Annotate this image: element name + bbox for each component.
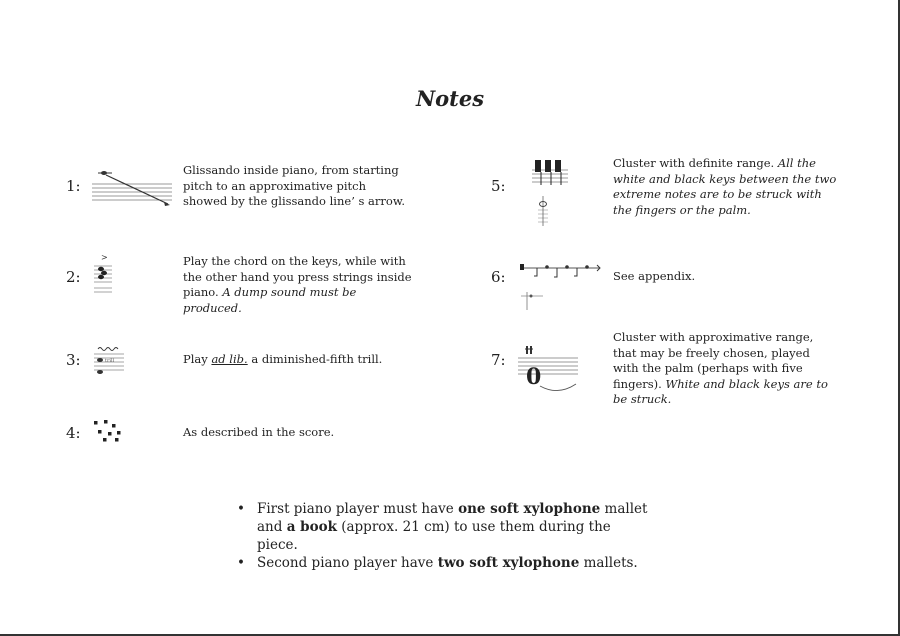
item-number-7: 7:	[491, 351, 506, 369]
description-text-segment: As described in the score.	[183, 425, 335, 439]
bullet-text-segment: (approx. 21 cm) to use them during the piece.	[257, 519, 611, 553]
item-description-1	[183, 163, 413, 210]
svg-text:>: >	[101, 253, 108, 262]
description-text-segment: A dump sound must be produced.	[183, 285, 357, 315]
glissando-symbol-icon	[90, 164, 174, 208]
item-number-2: 2:	[66, 268, 81, 286]
svg-text:0: 0	[526, 364, 542, 390]
page-title: Notes	[415, 86, 485, 111]
bullet-text-segment: two soft xylophone	[437, 555, 580, 571]
bullet-text-segment: one soft xylophone	[458, 501, 601, 517]
bullet-text-segment: a book	[286, 519, 337, 535]
item-number-4: 4:	[66, 424, 81, 442]
bullet-dot-icon: •	[237, 555, 245, 571]
bullet-text-segment: mallets.	[579, 555, 638, 571]
instrument-requirements-list	[234, 500, 654, 572]
bullet-item-1	[234, 500, 654, 554]
bullet-dot-icon: •	[237, 501, 245, 517]
description-text-segment: Glissando inside piano, from starting pitch to an approximative pitch showed by the glissando line’ s arrow.	[183, 163, 405, 208]
description-text-segment: ad lib.	[211, 352, 248, 366]
approximate-cluster-icon	[516, 344, 580, 396]
description-text-segment: See appendix.	[613, 269, 696, 283]
description-text-segment: White and black keys are to be struck.	[613, 376, 828, 406]
trill-symbol-icon	[92, 344, 126, 376]
definite-cluster-icon	[530, 152, 570, 230]
item-description-5	[613, 156, 838, 218]
item-number-3: 3:	[66, 351, 81, 369]
item-description-6	[613, 269, 838, 285]
bullet-text-segment: mallet and	[257, 501, 648, 535]
bullet-item-2	[234, 554, 654, 572]
item-number-1: 1:	[66, 177, 81, 195]
chord-symbol-icon	[92, 252, 114, 300]
bullet-text-2	[257, 555, 638, 571]
appendix-symbol-icon	[517, 258, 603, 314]
item-description-7	[613, 330, 838, 408]
bullet-text-segment: Second piano player have	[257, 555, 438, 571]
description-text-segment: Play the chord on the keys, while with the other hand you press strings inside piano.	[183, 254, 412, 299]
bullet-text-segment: First piano player must have	[257, 501, 459, 517]
scattered-notes-icon	[92, 418, 124, 444]
description-text-segment: Cluster with definite range.	[613, 156, 778, 170]
bullet-text-1	[257, 501, 647, 553]
description-text-segment: a diminished-fifth trill.	[247, 352, 383, 366]
item-description-4	[183, 425, 413, 441]
description-text-segment: Play	[183, 352, 212, 366]
svg-text:trill: trill	[105, 358, 115, 364]
item-number-5: 5:	[491, 177, 506, 195]
description-text-segment: Cluster with approximative range, that may be freely chosen, played with the palm (perhaps with five fingers).	[613, 330, 814, 391]
item-description-2	[183, 254, 413, 316]
item-description-3	[183, 352, 413, 368]
description-text-segment: All the white and black keys between the two extreme notes are to be struck with the fingers or the palm.	[613, 156, 837, 217]
item-number-6: 6:	[491, 268, 506, 286]
